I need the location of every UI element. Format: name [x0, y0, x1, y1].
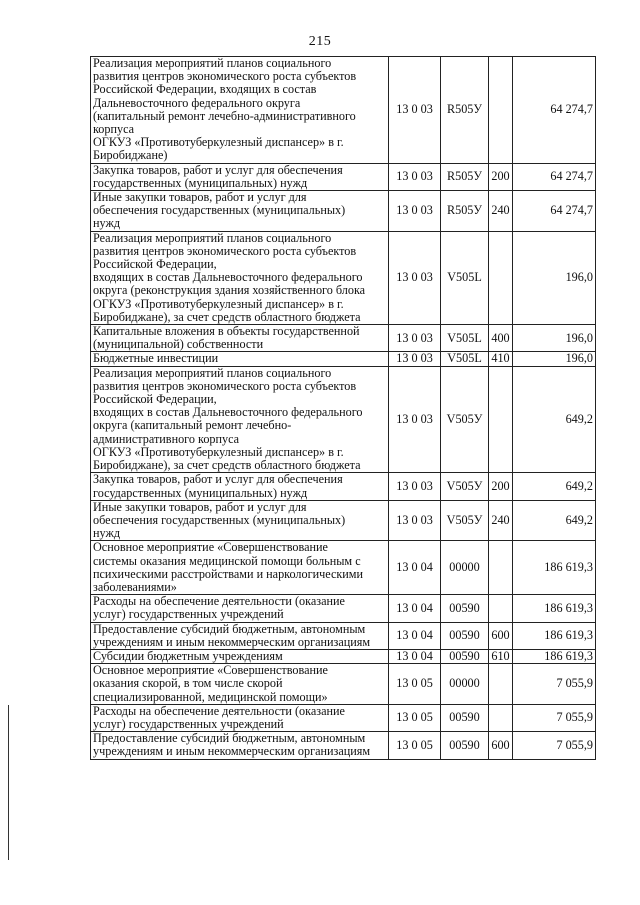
table-row	[91, 732, 596, 759]
row-amount: 7 055,9	[513, 704, 596, 731]
row-name: Иные закупки товаров, работ и услуг для обеспечения государственных (муниципальных) нужд	[91, 191, 389, 232]
row-name: Расходы на обеспечение деятельности (оказание услуг) государственных учреждений	[91, 704, 389, 731]
table-row	[91, 352, 596, 366]
row-expense-type	[489, 57, 513, 164]
row-amount: 186 619,3	[513, 595, 596, 622]
row-expense-type	[489, 704, 513, 731]
row-expense-type	[489, 231, 513, 324]
row-target-code: 00590	[441, 649, 489, 663]
budget-table-body	[91, 57, 596, 760]
row-amount: 649,2	[513, 473, 596, 500]
row-expense-type	[489, 595, 513, 622]
row-expense-type	[489, 664, 513, 705]
row-expense-type: 200	[489, 473, 513, 500]
row-section-code: 13 0 05	[389, 704, 441, 731]
row-target-code: R505У	[441, 163, 489, 190]
row-name: Расходы на обеспечение деятельности (оказание услуг) государственных учреждений	[91, 595, 389, 622]
row-name: Основное мероприятие «Совершенствование оказания скорой, в том числе скорой специализированной, медицинской помощи»	[91, 664, 389, 705]
row-amount: 196,0	[513, 325, 596, 352]
row-target-code: V505У	[441, 473, 489, 500]
table-row	[91, 191, 596, 232]
table-row	[91, 57, 596, 164]
row-expense-type: 410	[489, 352, 513, 366]
row-amount: 64 274,7	[513, 57, 596, 164]
row-expense-type	[489, 366, 513, 473]
row-target-code: R505У	[441, 57, 489, 164]
row-target-code: V505L	[441, 231, 489, 324]
row-section-code: 13 0 03	[389, 352, 441, 366]
row-section-code: 13 0 03	[389, 163, 441, 190]
table-row	[91, 541, 596, 595]
row-section-code: 13 0 03	[389, 366, 441, 473]
row-amount: 186 619,3	[513, 541, 596, 595]
row-name: Реализация мероприятий планов социального развития центров экономического роста субъектов Российской Федерации, входящих в состав Дальневосточного федерального округа (реконструкция здания хозяйственного блока ОГКУЗ «Противотуберкулезный диспансер» в г. Биробиджане), за счет средств областного бюджета	[91, 231, 389, 324]
row-section-code: 13 0 05	[389, 664, 441, 705]
row-section-code: 13 0 03	[389, 191, 441, 232]
row-target-code: 00590	[441, 732, 489, 759]
row-section-code: 13 0 03	[389, 57, 441, 164]
row-name: Предоставление субсидий бюджетным, автономным учреждениям и иным некоммерческим организациям	[91, 732, 389, 759]
row-target-code: V505L	[441, 352, 489, 366]
row-target-code: 00590	[441, 595, 489, 622]
row-expense-type: 200	[489, 163, 513, 190]
page-number: 215	[308, 34, 332, 49]
table-row	[91, 649, 596, 663]
table-row	[91, 664, 596, 705]
row-expense-type: 400	[489, 325, 513, 352]
row-section-code: 13 0 04	[389, 541, 441, 595]
row-target-code: V505У	[441, 500, 489, 541]
row-name: Основное мероприятие «Совершенствование системы оказания медицинской помощи больным с психическими расстройствами и наркологическими заболеваниями»	[91, 541, 389, 595]
row-name: Закупка товаров, работ и услуг для обеспечения государственных (муниципальных) нужд	[91, 163, 389, 190]
row-expense-type: 610	[489, 649, 513, 663]
row-section-code: 13 0 03	[389, 473, 441, 500]
table-row	[91, 500, 596, 541]
row-name: Капитальные вложения в объекты государственной (муниципальной) собственности	[91, 325, 389, 352]
row-amount: 649,2	[513, 366, 596, 473]
row-section-code: 13 0 03	[389, 500, 441, 541]
table-row	[91, 473, 596, 500]
table-row	[91, 163, 596, 190]
row-section-code: 13 0 05	[389, 732, 441, 759]
row-section-code: 13 0 03	[389, 231, 441, 324]
row-amount: 7 055,9	[513, 664, 596, 705]
row-name: Закупка товаров, работ и услуг для обеспечения государственных (муниципальных) нужд	[91, 473, 389, 500]
table-row	[91, 704, 596, 731]
row-target-code: V505L	[441, 325, 489, 352]
margin-line	[8, 705, 9, 860]
row-name: Иные закупки товаров, работ и услуг для обеспечения государственных (муниципальных) нужд	[91, 500, 389, 541]
row-expense-type: 240	[489, 500, 513, 541]
table-row	[91, 595, 596, 622]
table-row	[91, 366, 596, 473]
row-target-code: V505У	[441, 366, 489, 473]
row-section-code: 13 0 04	[389, 649, 441, 663]
row-name: Бюджетные инвестиции	[91, 352, 389, 366]
row-name: Субсидии бюджетным учреждениям	[91, 649, 389, 663]
row-target-code: R505У	[441, 191, 489, 232]
row-name: Реализация мероприятий планов социального развития центров экономического роста субъектов Российской Федерации, входящих в состав Дальневосточного федерального округа (капитальный ремонт лечебно-административного корпуса ОГКУЗ «Противотуберкулезный диспансер» в г. Биробиджане)	[91, 57, 389, 164]
row-amount: 196,0	[513, 231, 596, 324]
budget-table	[90, 56, 596, 760]
row-amount: 7 055,9	[513, 732, 596, 759]
row-target-code: 00590	[441, 622, 489, 649]
row-target-code: 00000	[441, 541, 489, 595]
row-expense-type: 240	[489, 191, 513, 232]
row-section-code: 13 0 04	[389, 622, 441, 649]
row-amount: 649,2	[513, 500, 596, 541]
row-expense-type: 600	[489, 622, 513, 649]
row-section-code: 13 0 03	[389, 325, 441, 352]
row-name: Реализация мероприятий планов социального развития центров экономического роста субъектов Российской Федерации, входящих в состав Дальневосточного федерального округа (капитальный ремонт лечебно- административного корпуса ОГКУЗ «Противотуберкулезный диспансер» в г. Биробиджане), за счет средств областного бюджета	[91, 366, 389, 473]
row-target-code: 00590	[441, 704, 489, 731]
row-expense-type: 600	[489, 732, 513, 759]
table-row	[91, 231, 596, 324]
row-amount: 196,0	[513, 352, 596, 366]
row-name: Предоставление субсидий бюджетным, автономным учреждениям и иным некоммерческим организациям	[91, 622, 389, 649]
row-expense-type	[489, 541, 513, 595]
row-amount: 186 619,3	[513, 622, 596, 649]
table-row	[91, 622, 596, 649]
row-amount: 64 274,7	[513, 163, 596, 190]
row-amount: 186 619,3	[513, 649, 596, 663]
row-amount: 64 274,7	[513, 191, 596, 232]
row-section-code: 13 0 04	[389, 595, 441, 622]
table-row	[91, 325, 596, 352]
row-target-code: 00000	[441, 664, 489, 705]
